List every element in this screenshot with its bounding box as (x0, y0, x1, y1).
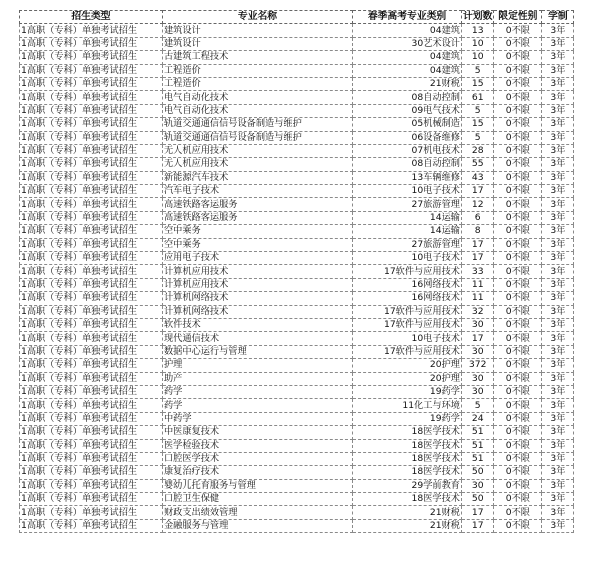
cell-exam-category: 18医学技术 (353, 452, 462, 465)
cell-major-name: 新能源汽车技术 (163, 171, 353, 184)
cell-study-years: 3年 (542, 292, 574, 305)
cell-exam-category: 10电子技术 (353, 332, 462, 345)
cell-exam-category: 21财税 (353, 77, 462, 90)
cell-plan-count: 11 (462, 292, 494, 305)
cell-major-name: 中药学 (163, 412, 353, 425)
cell-enrollment-type: 1高职（专科）单独考试招生 (20, 211, 163, 224)
cell-plan-count: 50 (462, 466, 494, 479)
cell-exam-category: 10电子技术 (353, 252, 462, 265)
cell-gender-limit: 0不限 (494, 77, 542, 90)
table-row (20, 466, 574, 479)
table-row (20, 493, 574, 506)
cell-study-years: 3年 (542, 345, 574, 358)
cell-gender-limit: 0不限 (494, 359, 542, 372)
cell-major-name: 工程造价 (163, 77, 353, 90)
header-major-name: 专业名称 (163, 11, 353, 24)
cell-plan-count: 30 (462, 479, 494, 492)
cell-exam-category: 07机电技术 (353, 144, 462, 157)
cell-study-years: 3年 (542, 118, 574, 131)
cell-exam-category: 11化工与环境 (353, 399, 462, 412)
cell-study-years: 3年 (542, 278, 574, 291)
cell-exam-category: 05机械制造 (353, 118, 462, 131)
cell-exam-category: 16网络技术 (353, 292, 462, 305)
cell-major-name: 康复治疗技术 (163, 466, 353, 479)
cell-major-name: 口腔医学技术 (163, 452, 353, 465)
cell-enrollment-type: 1高职（专科）单独考试招生 (20, 439, 163, 452)
cell-major-name: 计算机网络技术 (163, 305, 353, 318)
cell-enrollment-type: 1高职（专科）单独考试招生 (20, 372, 163, 385)
cell-gender-limit: 0不限 (494, 385, 542, 398)
cell-enrollment-type: 1高职（专科）单独考试招生 (20, 252, 163, 265)
cell-exam-category: 21财税 (353, 519, 462, 532)
cell-exam-category: 29学前教育 (353, 479, 462, 492)
cell-exam-category: 21财税 (353, 506, 462, 519)
cell-study-years: 3年 (542, 372, 574, 385)
cell-study-years: 3年 (542, 64, 574, 77)
cell-exam-category: 19药学 (353, 385, 462, 398)
cell-enrollment-type: 1高职（专科）单独考试招生 (20, 519, 163, 532)
cell-gender-limit: 0不限 (494, 131, 542, 144)
cell-enrollment-type: 1高职（专科）单独考试招生 (20, 158, 163, 171)
cell-gender-limit: 0不限 (494, 479, 542, 492)
cell-gender-limit: 0不限 (494, 211, 542, 224)
cell-study-years: 3年 (542, 412, 574, 425)
cell-study-years: 3年 (542, 24, 574, 37)
cell-plan-count: 15 (462, 77, 494, 90)
header-spring-exam-category: 春季高考专业类别 (353, 11, 462, 24)
cell-plan-count: 13 (462, 24, 494, 37)
table-row (20, 412, 574, 425)
cell-study-years: 3年 (542, 91, 574, 104)
cell-enrollment-type: 1高职（专科）单独考试招生 (20, 144, 163, 157)
cell-plan-count: 17 (462, 238, 494, 251)
cell-enrollment-type: 1高职（专科）单独考试招生 (20, 399, 163, 412)
cell-exam-category: 04建筑 (353, 64, 462, 77)
cell-study-years: 3年 (542, 519, 574, 532)
cell-exam-category: 18医学技术 (353, 426, 462, 439)
cell-plan-count: 17 (462, 519, 494, 532)
cell-gender-limit: 0不限 (494, 51, 542, 64)
cell-enrollment-type: 1高职（专科）单独考试招生 (20, 506, 163, 519)
cell-study-years: 3年 (542, 332, 574, 345)
table-row (20, 118, 574, 131)
cell-plan-count: 372 (462, 359, 494, 372)
cell-gender-limit: 0不限 (494, 305, 542, 318)
cell-plan-count: 55 (462, 158, 494, 171)
cell-major-name: 护理 (163, 359, 353, 372)
cell-exam-category: 14运输 (353, 211, 462, 224)
cell-exam-category: 10电子技术 (353, 185, 462, 198)
cell-major-name: 计算机应用技术 (163, 265, 353, 278)
cell-plan-count: 30 (462, 318, 494, 331)
cell-exam-category: 27旅游管理 (353, 198, 462, 211)
cell-enrollment-type: 1高职（专科）单独考试招生 (20, 77, 163, 90)
cell-enrollment-type: 1高职（专科）单独考试招生 (20, 479, 163, 492)
table-row (20, 506, 574, 519)
cell-plan-count: 12 (462, 198, 494, 211)
table-row (20, 305, 574, 318)
cell-major-name: 空中乘务 (163, 225, 353, 238)
cell-gender-limit: 0不限 (494, 158, 542, 171)
cell-gender-limit: 0不限 (494, 332, 542, 345)
table-row (20, 372, 574, 385)
cell-study-years: 3年 (542, 198, 574, 211)
cell-study-years: 3年 (542, 318, 574, 331)
cell-gender-limit: 0不限 (494, 318, 542, 331)
cell-enrollment-type: 1高职（专科）单独考试招生 (20, 452, 163, 465)
cell-study-years: 3年 (542, 171, 574, 184)
cell-gender-limit: 0不限 (494, 91, 542, 104)
cell-plan-count: 61 (462, 91, 494, 104)
table-row (20, 359, 574, 372)
cell-gender-limit: 0不限 (494, 265, 542, 278)
cell-exam-category: 18医学技术 (353, 493, 462, 506)
cell-major-name: 软件技术 (163, 318, 353, 331)
cell-exam-category: 14运输 (353, 225, 462, 238)
cell-major-name: 电气自动化技术 (163, 104, 353, 117)
cell-study-years: 3年 (542, 77, 574, 90)
cell-gender-limit: 0不限 (494, 292, 542, 305)
cell-enrollment-type: 1高职（专科）单独考试招生 (20, 118, 163, 131)
cell-plan-count: 6 (462, 211, 494, 224)
header-study-years: 学制 (542, 11, 574, 24)
cell-exam-category: 17软件与应用技术 (353, 305, 462, 318)
cell-enrollment-type: 1高职（专科）单独考试招生 (20, 171, 163, 184)
cell-enrollment-type: 1高职（专科）单独考试招生 (20, 37, 163, 50)
cell-enrollment-type: 1高职（专科）单独考试招生 (20, 225, 163, 238)
cell-major-name: 高速铁路客运服务 (163, 211, 353, 224)
cell-plan-count: 5 (462, 399, 494, 412)
cell-study-years: 3年 (542, 185, 574, 198)
cell-plan-count: 28 (462, 144, 494, 157)
cell-gender-limit: 0不限 (494, 439, 542, 452)
cell-enrollment-type: 1高职（专科）单独考试招生 (20, 131, 163, 144)
cell-exam-category: 08自动控制 (353, 158, 462, 171)
cell-gender-limit: 0不限 (494, 24, 542, 37)
table-row (20, 104, 574, 117)
cell-exam-category: 08自动控制 (353, 91, 462, 104)
cell-exam-category: 06设备维修 (353, 131, 462, 144)
cell-major-name: 金融服务与管理 (163, 519, 353, 532)
cell-exam-category: 18医学技术 (353, 466, 462, 479)
cell-exam-category: 27旅游管理 (353, 238, 462, 251)
table-row (20, 24, 574, 37)
cell-enrollment-type: 1高职（专科）单独考试招生 (20, 198, 163, 211)
table-row (20, 211, 574, 224)
cell-enrollment-type: 1高职（专科）单独考试招生 (20, 305, 163, 318)
cell-plan-count: 51 (462, 439, 494, 452)
cell-gender-limit: 0不限 (494, 426, 542, 439)
cell-gender-limit: 0不限 (494, 399, 542, 412)
cell-gender-limit: 0不限 (494, 118, 542, 131)
cell-exam-category: 17软件与应用技术 (353, 345, 462, 358)
cell-major-name: 空中乘务 (163, 238, 353, 251)
cell-enrollment-type: 1高职（专科）单独考试招生 (20, 64, 163, 77)
table-row (20, 479, 574, 492)
cell-plan-count: 5 (462, 64, 494, 77)
table-row (20, 198, 574, 211)
cell-plan-count: 17 (462, 506, 494, 519)
cell-plan-count: 5 (462, 104, 494, 117)
cell-plan-count: 15 (462, 118, 494, 131)
cell-exam-category: 04建筑 (353, 51, 462, 64)
cell-exam-category: 30艺术设计 (353, 37, 462, 50)
cell-major-name: 口腔卫生保健 (163, 493, 353, 506)
cell-plan-count: 51 (462, 426, 494, 439)
cell-major-name: 药学 (163, 399, 353, 412)
cell-enrollment-type: 1高职（专科）单独考试招生 (20, 385, 163, 398)
cell-gender-limit: 0不限 (494, 506, 542, 519)
cell-gender-limit: 0不限 (494, 171, 542, 184)
cell-exam-category: 17软件与应用技术 (353, 265, 462, 278)
cell-plan-count: 24 (462, 412, 494, 425)
cell-major-name: 财政支出绩效管理 (163, 506, 353, 519)
cell-exam-category: 04建筑 (353, 24, 462, 37)
cell-plan-count: 8 (462, 225, 494, 238)
cell-enrollment-type: 1高职（专科）单独考试招生 (20, 24, 163, 37)
cell-plan-count: 10 (462, 37, 494, 50)
cell-plan-count: 17 (462, 332, 494, 345)
cell-gender-limit: 0不限 (494, 37, 542, 50)
table-row (20, 345, 574, 358)
cell-plan-count: 50 (462, 493, 494, 506)
cell-enrollment-type: 1高职（专科）单独考试招生 (20, 359, 163, 372)
cell-enrollment-type: 1高职（专科）单独考试招生 (20, 265, 163, 278)
table-row (20, 519, 574, 532)
table-row (20, 131, 574, 144)
cell-enrollment-type: 1高职（专科）单独考试招生 (20, 318, 163, 331)
table-row (20, 265, 574, 278)
cell-exam-category: 16网络技术 (353, 278, 462, 291)
table-row (20, 399, 574, 412)
cell-study-years: 3年 (542, 439, 574, 452)
cell-major-name: 无人机应用技术 (163, 144, 353, 157)
cell-study-years: 3年 (542, 131, 574, 144)
cell-gender-limit: 0不限 (494, 198, 542, 211)
table-row (20, 171, 574, 184)
cell-plan-count: 32 (462, 305, 494, 318)
cell-gender-limit: 0不限 (494, 225, 542, 238)
cell-study-years: 3年 (542, 211, 574, 224)
cell-gender-limit: 0不限 (494, 144, 542, 157)
cell-plan-count: 30 (462, 345, 494, 358)
cell-study-years: 3年 (542, 158, 574, 171)
cell-plan-count: 17 (462, 252, 494, 265)
cell-gender-limit: 0不限 (494, 466, 542, 479)
table-row (20, 332, 574, 345)
table-row (20, 278, 574, 291)
cell-study-years: 3年 (542, 104, 574, 117)
cell-gender-limit: 0不限 (494, 64, 542, 77)
cell-major-name: 高速铁路客运服务 (163, 198, 353, 211)
cell-plan-count: 30 (462, 372, 494, 385)
cell-major-name: 古建筑工程技术 (163, 51, 353, 64)
cell-plan-count: 51 (462, 452, 494, 465)
cell-plan-count: 30 (462, 385, 494, 398)
cell-major-name: 电气自动化技术 (163, 91, 353, 104)
table-row (20, 158, 574, 171)
cell-study-years: 3年 (542, 252, 574, 265)
cell-plan-count: 33 (462, 265, 494, 278)
cell-major-name: 建筑设计 (163, 24, 353, 37)
cell-major-name: 助产 (163, 372, 353, 385)
cell-major-name: 无人机应用技术 (163, 158, 353, 171)
table-row (20, 238, 574, 251)
cell-plan-count: 11 (462, 278, 494, 291)
cell-gender-limit: 0不限 (494, 412, 542, 425)
header-enrollment-type: 招生类型 (20, 11, 163, 24)
cell-enrollment-type: 1高职（专科）单独考试招生 (20, 278, 163, 291)
cell-exam-category: 20护理 (353, 372, 462, 385)
cell-exam-category: 20护理 (353, 359, 462, 372)
table-row (20, 439, 574, 452)
cell-exam-category: 17软件与应用技术 (353, 318, 462, 331)
cell-gender-limit: 0不限 (494, 345, 542, 358)
cell-enrollment-type: 1高职（专科）单独考试招生 (20, 104, 163, 117)
cell-gender-limit: 0不限 (494, 493, 542, 506)
cell-study-years: 3年 (542, 238, 574, 251)
cell-enrollment-type: 1高职（专科）单独考试招生 (20, 292, 163, 305)
cell-major-name: 计算机网络技术 (163, 292, 353, 305)
table-row (20, 185, 574, 198)
header-row (20, 11, 574, 24)
table-row (20, 144, 574, 157)
table-row (20, 385, 574, 398)
cell-plan-count: 43 (462, 171, 494, 184)
cell-major-name: 应用电子技术 (163, 252, 353, 265)
cell-study-years: 3年 (542, 493, 574, 506)
cell-exam-category: 18医学技术 (353, 439, 462, 452)
cell-major-name: 数据中心运行与管理 (163, 345, 353, 358)
cell-study-years: 3年 (542, 466, 574, 479)
cell-study-years: 3年 (542, 359, 574, 372)
cell-plan-count: 5 (462, 131, 494, 144)
table-row (20, 426, 574, 439)
cell-enrollment-type: 1高职（专科）单独考试招生 (20, 185, 163, 198)
cell-major-name: 建筑设计 (163, 37, 353, 50)
table-row (20, 252, 574, 265)
table-row (20, 318, 574, 331)
cell-study-years: 3年 (542, 399, 574, 412)
cell-study-years: 3年 (542, 37, 574, 50)
cell-enrollment-type: 1高职（专科）单独考试招生 (20, 412, 163, 425)
cell-enrollment-type: 1高职（专科）单独考试招生 (20, 493, 163, 506)
cell-enrollment-type: 1高职（专科）单独考试招生 (20, 466, 163, 479)
cell-plan-count: 10 (462, 51, 494, 64)
cell-major-name: 医学检验技术 (163, 439, 353, 452)
cell-plan-count: 17 (462, 185, 494, 198)
cell-major-name: 现代通信技术 (163, 332, 353, 345)
cell-study-years: 3年 (542, 385, 574, 398)
cell-study-years: 3年 (542, 506, 574, 519)
cell-gender-limit: 0不限 (494, 252, 542, 265)
cell-enrollment-type: 1高职（专科）单独考试招生 (20, 345, 163, 358)
cell-study-years: 3年 (542, 305, 574, 318)
cell-study-years: 3年 (542, 51, 574, 64)
cell-gender-limit: 0不限 (494, 278, 542, 291)
cell-enrollment-type: 1高职（专科）单独考试招生 (20, 426, 163, 439)
cell-study-years: 3年 (542, 225, 574, 238)
cell-exam-category: 13车辆维修 (353, 171, 462, 184)
table-row (20, 37, 574, 50)
table-row (20, 77, 574, 90)
cell-major-name: 工程造价 (163, 64, 353, 77)
table-row (20, 64, 574, 77)
cell-gender-limit: 0不限 (494, 238, 542, 251)
cell-major-name: 中医康复技术 (163, 426, 353, 439)
cell-enrollment-type: 1高职（专科）单独考试招生 (20, 332, 163, 345)
cell-study-years: 3年 (542, 265, 574, 278)
cell-exam-category: 09电气技术 (353, 104, 462, 117)
cell-study-years: 3年 (542, 479, 574, 492)
cell-gender-limit: 0不限 (494, 519, 542, 532)
cell-exam-category: 19药学 (353, 412, 462, 425)
cell-enrollment-type: 1高职（专科）单独考试招生 (20, 91, 163, 104)
cell-study-years: 3年 (542, 144, 574, 157)
header-plan-count: 计划数 (463, 11, 493, 23)
cell-major-name: 轨道交通通信信号设备制造与维护 (163, 131, 353, 144)
cell-gender-limit: 0不限 (494, 104, 542, 117)
header-gender-limit: 限定性别 (494, 11, 542, 24)
cell-major-name: 汽车电子技术 (163, 185, 353, 198)
table-row (20, 51, 574, 64)
cell-gender-limit: 0不限 (494, 372, 542, 385)
cell-enrollment-type: 1高职（专科）单独考试招生 (20, 51, 163, 64)
cell-major-name: 药学 (163, 385, 353, 398)
table-row (20, 225, 574, 238)
cell-gender-limit: 0不限 (494, 185, 542, 198)
cell-major-name: 计算机应用技术 (163, 278, 353, 291)
cell-major-name: 轨道交通通信信号设备制造与维护 (163, 118, 353, 131)
table-row (20, 91, 574, 104)
enrollment-plan-table (19, 10, 574, 533)
table-row (20, 292, 574, 305)
cell-major-name: 婴幼儿托育服务与管理 (163, 479, 353, 492)
cell-enrollment-type: 1高职（专科）单独考试招生 (20, 238, 163, 251)
cell-study-years: 3年 (542, 426, 574, 439)
cell-gender-limit: 0不限 (494, 452, 542, 465)
table-row (20, 452, 574, 465)
cell-study-years: 3年 (542, 452, 574, 465)
